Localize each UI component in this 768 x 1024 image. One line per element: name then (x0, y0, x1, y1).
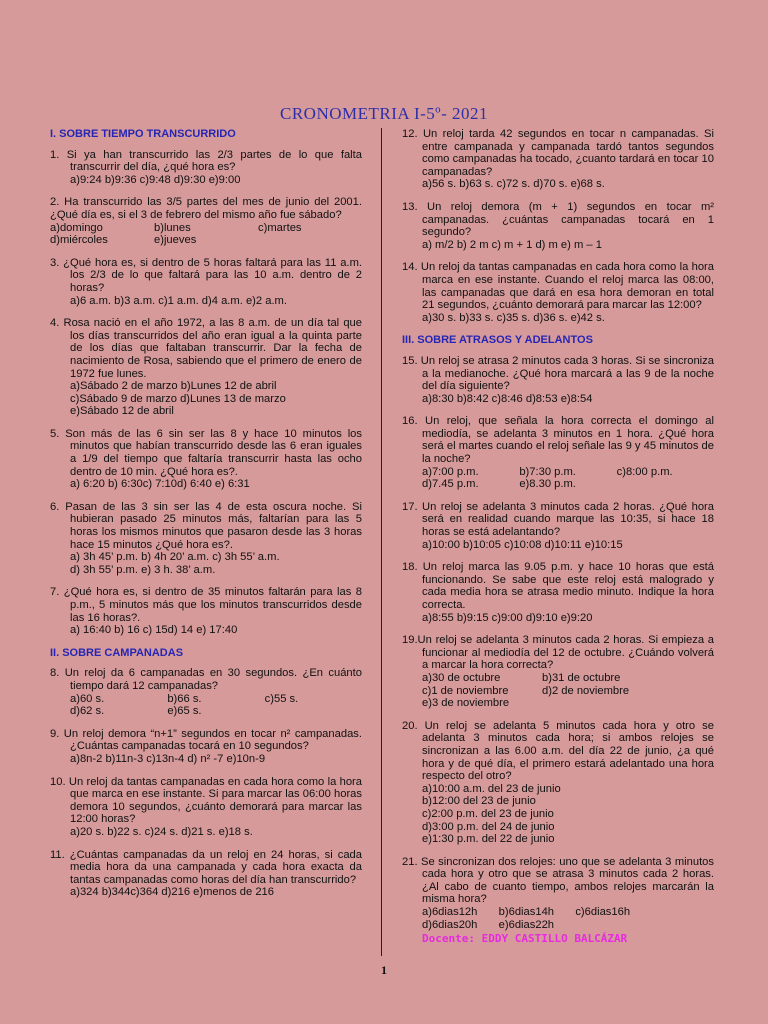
answer-options (70, 693, 362, 718)
question-16 (402, 415, 714, 491)
answer-options: a)8:30 b)8:42 c)8:46 d)8:53 e)8:54 (422, 392, 593, 405)
question-text: 7. ¿Qué hora es, si dentro de 35 minutos faltarán para las 8 p.m., 5 minutos más que los minutos transcurridos desde las 16 horas?. (50, 586, 362, 624)
answer-options: a)9:24 b)9:36 c)9:48 d)9:30 e)9:00 (70, 173, 241, 186)
option: a)6dias12h (422, 906, 478, 919)
option: c)Sábado 9 de marzo d)Lunes 13 de marzo (70, 392, 286, 405)
question-text: 4. Rosa nació en el año 1972, a las 8 a.m. de un día tal que los días transcurridos del año eran igual a la quinta parte de los días que faltaban transcurrir. Dar la fecha de nacimiento de Rosa, sabiendo que el primero de enero de 1972 fue lunes. (50, 317, 362, 380)
option: a)domingo (50, 221, 103, 234)
question-text: 3. ¿Qué hora es, si dentro de 5 horas faltará para las 11 a.m. los 2/3 de lo que faltará para las 10 a.m. dentro de 2 horas? (50, 256, 362, 294)
option: a)60 s. (70, 692, 105, 705)
question-text: 18. Un reloj marca las 9.05 p.m. y hace 10 horas que está funcionando. Se sabe que este reloj está malogrado y cada media hora se atrasa medio minuto. Indique la hora correcta. (402, 561, 714, 611)
question-text: 14. Un reloj da tantas campanadas en cada hora como la hora marca en ese instante. Cuando el reloj marca las 08:00, las campanadas que dará en esa hora demoran en total 21 segundos, ¿cuánto demorará para marcar las 12:00? (402, 261, 714, 312)
option: d)2 de noviembre (542, 684, 630, 697)
question-19 (402, 634, 714, 710)
question-3 (50, 257, 362, 307)
option: e)jueves (154, 234, 197, 247)
question-12 (402, 128, 714, 191)
option: d)7.45 p.m. (422, 478, 479, 491)
question-11 (50, 849, 362, 899)
question-text: 16. Un reloj, que señala la hora correcta el domingo al mediodía, se adelanta 3 minutos en 1 hora. ¿Qué hora será el martes cuando el reloj señale las 9 y 45 minutos de la noche? (402, 415, 714, 466)
option: e)3 de noviembre (422, 697, 510, 710)
question-8 (50, 667, 362, 717)
option: a)7:00 p.m. (422, 465, 479, 478)
question-text: 1. Si ya han transcurrido las 2/3 partes de lo que falta transcurrir del día, ¿qué hora es? (50, 148, 362, 174)
question-17 (402, 501, 714, 551)
option: c)2:00 p.m. del 23 de junio (422, 807, 554, 820)
section-heading: I. SOBRE TIEMPO TRANSCURRIDO (50, 128, 236, 140)
option: b)6dias14h (498, 906, 555, 919)
answer-options: a) 16:40 b) 16 c) 15d) 14 e) 17:40 (70, 624, 238, 637)
section-heading: II. SOBRE CAMPANADAS (50, 646, 184, 659)
question-text: 10. Un reloj da tantas campanadas en cada hora como la hora que marca en ese instante. Si para marcar las 06:00 horas demora 10 segundos, ¿cuánto demorará para marcar las 12:00 horas? (50, 775, 362, 826)
answer-options: a) m/2 b) 2 m c) m + 1 d) m e) m – 1 (422, 238, 602, 251)
answer-options (422, 672, 662, 710)
question-2 (50, 196, 362, 246)
option: e)8.30 p.m. (519, 478, 576, 491)
page-title: CRONOMETRIA I-5º- 2021 (280, 104, 488, 123)
question-text: 19.Un reloj se adelanta 3 minutos cada 2 horas. Si empieza a funcionar al mediodía del 12 de octubre. ¿Cuándo volverá a marcar la hora correcta? (402, 634, 714, 672)
question-7 (50, 586, 362, 636)
option: d)miércoles (50, 234, 108, 247)
page-number: 1 (381, 963, 387, 977)
option: b)lunes (154, 221, 191, 234)
question-text: 13. Un reloj demora (m + 1) segundos en tocar m² campanadas. ¿cuántas campanadas tocará en 1 segundo? (402, 200, 714, 239)
option: b)12:00 del 23 de junio (422, 795, 536, 808)
answer-options (422, 906, 652, 931)
answer-options: a)56 s. b)63 s. c)72 s. d)70 s. e)68 s. (422, 178, 605, 191)
option: b)66 s. (167, 692, 202, 705)
question-text: 6. Pasan de las 3 sin ser las 4 de esta oscura noche. Si hubieran pasado 25 minutos más, faltarían para las 5 horas los mismos minutos que pasaron desde las 3 horas hace 15 minutos ¿Qué hora es?. (50, 500, 362, 551)
option: a)Sábado 2 de marzo b)Lunes 12 de abril (70, 380, 277, 393)
question-6 (50, 501, 362, 577)
option: e)1:30 p.m. del 22 de junio (422, 833, 555, 846)
answer-options: a)10:00 b)10:05 c)10:08 d)10:11 e)10:15 (422, 538, 623, 551)
question-text: 12. Un reloj tarda 42 segundos en tocar n campanadas. Si entre campanada y campanada tardó tantos segundos como campanadas ha tocado, ¿cuanto tardará en tocar 10 campanadas? (402, 128, 714, 178)
question-text: 17. Un reloj se adelanta 3 minutos cada 2 horas. ¿Qué hora será en realidad cuando marque las 10:35, si hace 18 horas se está adelantando? (402, 500, 714, 539)
answer-options: a)324 b)344c)364 d)216 e)menos de 216 (70, 886, 275, 899)
option: c)6dias16h (575, 906, 631, 919)
option: c)martes (258, 221, 302, 234)
right-column (402, 128, 714, 946)
answer-options: a)8n-2 b)11n-3 c)13n-4 d) n² -7 e)10n-9 (70, 752, 266, 765)
question-10 (50, 776, 362, 839)
question-18 (402, 561, 714, 624)
answer-options: a) 6:20 b) 6:30c) 7:10d) 6:40 e) 6:31 (70, 478, 250, 491)
question-text: 11. ¿Cuántas campanadas da un reloj en 24 horas, si cada media hora da una campanada y cada hora exacta da tantas campanadas como horas del día han transcurrido? (50, 848, 362, 886)
question-text: 20. Un reloj se adelanta 5 minutos cada hora y otro se adelanta 3 minutos cada hora; si ambos relojes se sincronizan a las 6.00 a.m. del día 22 de junio, ¿a qué hora y de qué día, el primero estará adelantado una hora respecto del otro? (402, 719, 714, 783)
option: c)1 de noviembre (422, 684, 509, 697)
answer-options: a)20 s. b)22 s. c)24 s. d)21 s. e)18 s. (70, 825, 253, 838)
question-9 (50, 728, 362, 766)
question-text: 9. Un reloj demora “n+1” segundos en tocar n² campanadas. ¿Cuántas campanadas tocará en 10 segundos? (50, 727, 362, 753)
answer-options (422, 466, 714, 491)
answer-options: a)6 a.m. b)3 a.m. c)1 a.m. d)4 a.m. e)2 a.m. (70, 294, 287, 307)
question-21 (402, 856, 714, 932)
section-heading: III. SOBRE ATRASOS Y ADELANTOS (402, 334, 593, 347)
option: e)65 s. (167, 705, 202, 718)
option: d) 3h 55’ p.m. e) 3 h. 38’ a.m. (70, 563, 216, 576)
column-divider (381, 128, 382, 956)
option: c)55 s. (264, 692, 299, 705)
question-text: 2. Ha transcurrido las 3/5 partes del mes de junio del 2001. ¿Qué día es, si el 3 de febrero del mismo año fue sábado? (50, 196, 362, 221)
option: d)62 s. (70, 705, 105, 718)
question-text: 8. Un reloj da 6 campanadas en 30 segundos. ¿En cuánto tiempo dará 12 campanadas? (50, 667, 362, 692)
answer-options (50, 222, 362, 247)
question-15 (402, 355, 714, 405)
option: d)6dias20h (422, 918, 478, 931)
option: a)10:00 a.m. del 23 de junio (422, 782, 561, 795)
answer-options: a)8:55 b)9:15 c)9:00 d)9:10 e)9:20 (422, 611, 593, 624)
option: e)6dias22h (498, 918, 555, 931)
left-column (50, 128, 362, 909)
question-text: 21. Se sincronizan dos relojes: uno que se adelanta 3 minutos cada hora y otro que se atrasa 3 minutos cada 2 horas. ¿Al cabo de cuanto tiempo, ambos relojes marcarán la misma hora? (402, 855, 714, 906)
question-4 (50, 317, 362, 418)
option: c)8:00 p.m. (616, 465, 673, 478)
option: a) 3h 45’ p.m. b) 4h 20’ a.m. c) 3h 55’ a.m. (70, 551, 280, 564)
question-text: 5. Son más de las 6 sin ser las 8 y hace 10 minutos los minutos que habían transcurrido desde las 6 eran iguales a 1/9 del tiempo que faltaría transcurrir hasta las ocho dentro de 10 min. ¿Qué hora es?. (50, 427, 362, 478)
option: b)7:30 p.m. (519, 465, 576, 478)
option: d)3:00 p.m. del 24 de junio (422, 820, 555, 833)
question-5 (50, 428, 362, 491)
option: a)30 de octubre (422, 671, 501, 684)
answer-options: a)30 s. b)33 s. c)35 s. d)36 s. e)42 s. (422, 311, 605, 324)
teacher-credit: Docente: EDDY CASTILLO BALCÁZAR (422, 932, 628, 946)
question-1 (50, 149, 362, 187)
question-14 (402, 261, 714, 324)
option: b)31 de octubre (542, 671, 621, 684)
question-text: 15. Un reloj se atrasa 2 minutos cada 3 horas. Si se sincroniza a la medianoche. ¿Qué hora marcará a las 9 de la noche del día siguiente? (402, 354, 714, 393)
question-20 (402, 720, 714, 846)
option: e)Sábado 12 de abril (70, 405, 174, 418)
question-13 (402, 201, 714, 251)
